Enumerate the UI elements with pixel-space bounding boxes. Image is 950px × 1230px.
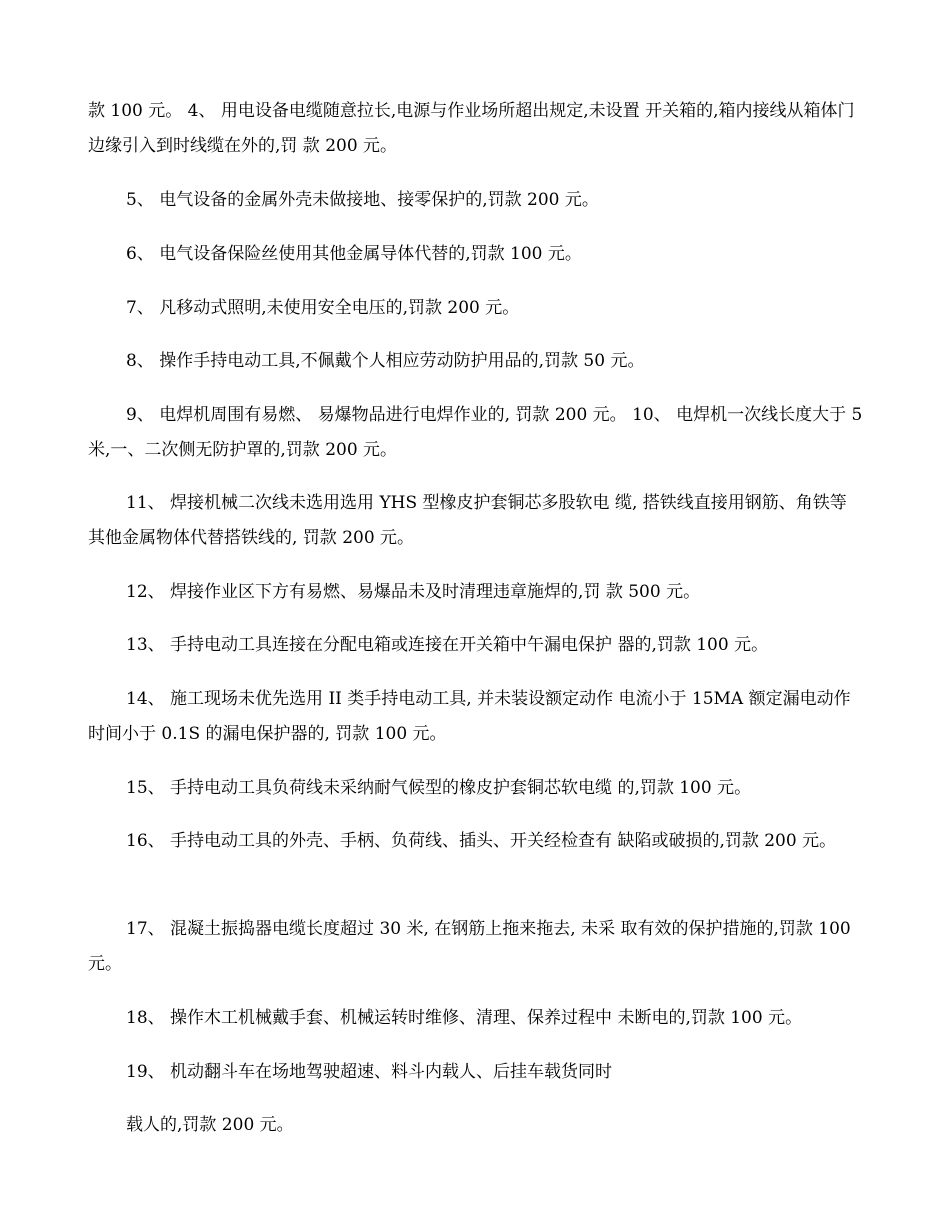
paragraph-item-6: 6、 电气设备保险丝使用其他金属导体代替的,罚款 100 元。 (126, 244, 582, 264)
paragraph-item-4-continued: 款 100 元。 4、 用电设备电缆随意拉长,电源与作业场所超出规定,未设置 开关箱的,箱内接线从箱体门边缘引入到时线缆在外的,罚 款 200 元。 (88, 101, 855, 156)
paragraph-item-19-continued: 载人的,罚款 200 元。 (126, 1115, 294, 1135)
paragraph-item-14: 14、 施工现场未优先选用 II 类手持电动工具, 并未装设额定动作 电流小于 15MA 额定漏电动作时间小于 0.1S 的漏电保护器的, 罚款 100 元。 (88, 689, 851, 744)
paragraph-item-9-10: 9、 电焊机周围有易燃、 易爆物品进行电焊作业的, 罚款 200 元。 10、 电焊机一次线长度大于 5 米,一、二次侧无防护罩的,罚款 200 元。 (88, 405, 863, 460)
paragraph-item-12: 12、 焊接作业区下方有易燃、易爆品未及时清理违章施焊的,罚 款 500 元。 (126, 582, 701, 602)
paragraph-item-19: 19、 机动翻斗车在场地驾驶超速、料斗内载人、后挂车载货同时 (126, 1062, 613, 1082)
paragraph-item-18: 18、 操作木工机械戴手套、机械运转时维修、清理、保养过程中 未断电的,罚款 100 元。 (126, 1008, 803, 1028)
paragraph-item-8: 8、 操作手持电动工具,不佩戴个人相应劳动防护用品的,罚款 50 元。 (126, 351, 645, 371)
paragraph-item-17: 17、 混凝土振捣器电缆长度超过 30 米, 在钢筋上拖来拖去, 未采 取有效的保护措施的,罚款 100 元。 (88, 919, 851, 974)
paragraph-item-5: 5、 电气设备的金属外壳未做接地、接零保护的,罚款 200 元。 (126, 190, 599, 210)
paragraph-item-11: 11、 焊接机械二次线未选用选用 YHS 型橡皮护套铜芯多股软电 缆, 搭铁线直接用钢筋、角铁等其他金属物体代替搭铁线的, 罚款 200 元。 (88, 493, 847, 548)
paragraph-item-7: 7、 凡移动式照明,未使用安全电压的,罚款 200 元。 (126, 298, 520, 318)
paragraph-item-13: 13、 手持电动工具连接在分配电箱或连接在开关箱中午漏电保护 器的,罚款 100 元。 (126, 635, 769, 655)
paragraph-item-16: 16、 手持电动工具的外壳、手柄、负荷线、插头、开关经检查有 缺陷或破损的,罚款 200 元。 (126, 831, 837, 851)
paragraph-item-15: 15、 手持电动工具负荷线未采纳耐气候型的橡皮护套铜芯软电缆 的,罚款 100 元。 (126, 778, 752, 798)
